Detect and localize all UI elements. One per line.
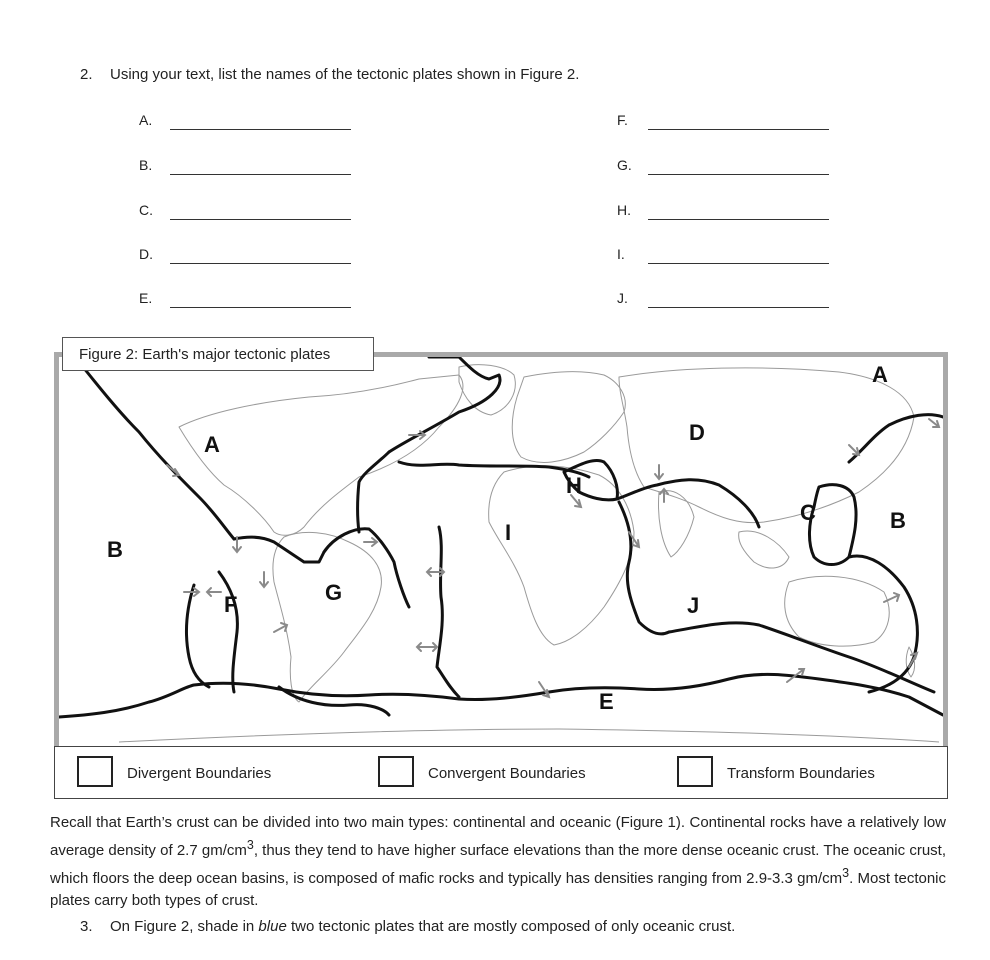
legend-label-convergent: Convergent Boundaries xyxy=(428,765,586,782)
tectonic-plate-map xyxy=(59,357,943,747)
convergent-color-box[interactable] xyxy=(378,756,414,787)
boundary-antarctic-south xyxy=(59,674,943,717)
coastline-north-america xyxy=(179,375,463,535)
boundary-africa-north xyxy=(399,462,589,477)
question-2 xyxy=(80,66,579,83)
boundary-mid-atlantic-north xyxy=(389,357,500,452)
answer-label: I. xyxy=(617,246,625,262)
plate-boundaries xyxy=(59,357,943,717)
arrow-pacific-japan xyxy=(849,445,859,455)
question-2-text: Using your text, list the names of the tectonic plates shown in Figure 2. xyxy=(110,66,580,83)
boundary-indian-africa xyxy=(619,502,669,634)
arrow-sa-2 xyxy=(427,568,444,576)
answer-blank[interactable] xyxy=(648,129,829,130)
boundary-caribbean-cocos xyxy=(234,537,324,562)
paragraph-part-1: Recall that Earth’s crust can be divided into two main types: continental and oceanic (Figure 1). Continental rocks have a relatively low average density of 2.7 gm/cm xyxy=(50,814,946,859)
boundary-north-america-eurasia-arctic xyxy=(358,452,390,532)
plate-label-b-west: B xyxy=(107,537,123,562)
plate-label-i: I xyxy=(505,520,512,545)
answer-label: F. xyxy=(617,112,628,128)
boundary-mid-atlantic-south xyxy=(437,527,459,697)
question-3-text-after: two tectonic plates that are mostly composed of only oceanic crust. xyxy=(286,918,736,935)
motion-arrows xyxy=(167,419,939,697)
boundary-nazca-west xyxy=(187,585,209,687)
coastline-australia xyxy=(785,576,890,646)
answer-blank[interactable] xyxy=(648,174,829,175)
plate-label-b-east: B xyxy=(890,508,906,533)
plate-label-g: G xyxy=(325,580,343,605)
answer-blank[interactable] xyxy=(648,307,829,308)
arrow-cocos-2 xyxy=(207,588,221,596)
plate-label-c: C xyxy=(800,500,816,525)
paragraph-part-3: . Most tectonic plates carry both types of crust. xyxy=(50,870,947,909)
answer-blank[interactable] xyxy=(648,263,829,264)
arrow-pacific-na xyxy=(167,465,179,476)
legend-label-divergent: Divergent Boundaries xyxy=(127,765,272,782)
arrow-india-north xyxy=(660,489,668,502)
answer-label: J. xyxy=(617,290,628,306)
answer-blank[interactable] xyxy=(170,219,351,220)
plate-label-e: E xyxy=(599,689,614,714)
answer-blank[interactable] xyxy=(170,174,351,175)
answer-label: B. xyxy=(139,157,153,173)
answer-label: H. xyxy=(617,202,631,218)
answer-blank[interactable] xyxy=(170,129,351,130)
answer-blank[interactable] xyxy=(170,263,351,264)
boundary-legend xyxy=(54,746,948,799)
question-3 xyxy=(80,918,735,935)
superscript-1: 3 xyxy=(246,838,254,852)
arrow-aleutian xyxy=(929,419,939,427)
plate-label-d: D xyxy=(689,420,705,445)
question-3-text-before: On Figure 2, shade in xyxy=(110,918,259,935)
crust-paragraph xyxy=(50,812,946,912)
answer-label: D. xyxy=(139,246,153,262)
divergent-color-box[interactable] xyxy=(77,756,113,787)
legend-label-transform: Transform Boundaries xyxy=(727,765,875,782)
arrow-nazca-1 xyxy=(260,572,268,587)
plate-label-h: H xyxy=(566,473,582,498)
plate-label-f: F xyxy=(224,592,238,617)
coastline-antarctica xyxy=(119,729,939,742)
question-3-number: 3. xyxy=(80,918,93,935)
answer-label: A. xyxy=(139,112,153,128)
answer-label: G. xyxy=(617,157,632,173)
arrow-nz xyxy=(909,653,917,667)
answer-blank[interactable] xyxy=(170,307,351,308)
arrow-sa-1 xyxy=(364,538,377,546)
coastline-africa xyxy=(489,466,634,645)
answer-label: C. xyxy=(139,202,153,218)
plate-label-j: J xyxy=(687,593,700,618)
question-3-emphasis: blue xyxy=(258,918,287,935)
answer-blank[interactable] xyxy=(648,219,829,220)
boundary-nazca-east xyxy=(219,572,237,692)
coastline-southeast-asia xyxy=(739,531,789,568)
answer-label: E. xyxy=(139,290,153,306)
plate-label-a-east: A xyxy=(872,362,888,387)
figure-caption: Figure 2: Earth's major tectonic plates xyxy=(62,337,374,371)
arrow-mid-atlantic xyxy=(417,643,437,651)
question-2-number: 2. xyxy=(80,66,93,83)
arrow-himalaya xyxy=(655,465,663,479)
boundary-pacific-eurasia-north xyxy=(849,415,943,462)
plate-label-a-west: A xyxy=(204,432,220,457)
coastline-south-america xyxy=(273,532,382,702)
transform-color-box[interactable] xyxy=(677,756,713,787)
paragraph-part-2: , thus they tend to have higher surface elevations than the more dense oceanic crust. The oceanic crust, which floors the deep ocean basins, is composed of mafic rocks and typically has densities ranging from 2.9-3.3 gm/cm xyxy=(50,842,946,887)
superscript-2: 3 xyxy=(842,866,850,880)
coastline-europe xyxy=(512,372,625,463)
